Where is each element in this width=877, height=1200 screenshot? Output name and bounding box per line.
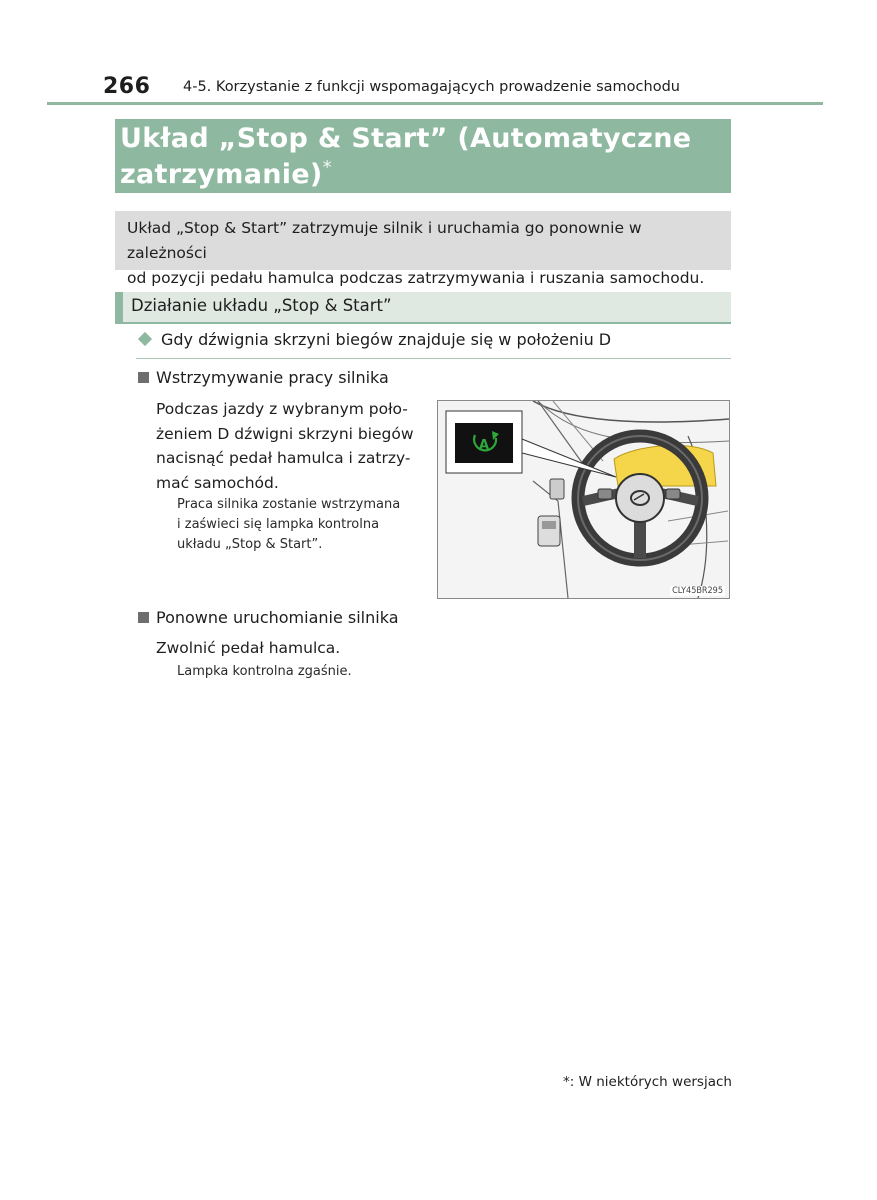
engine-restart-body: Zwolnić pedał hamulca. [156, 639, 341, 657]
steering-wheel-illustration [438, 401, 729, 598]
note-line: Praca silnika zostanie wstrzymana [177, 497, 401, 512]
footnote [563, 1074, 732, 1090]
page-number: 266 [103, 74, 151, 99]
footnote-text: : W niektórych wersjach [569, 1074, 732, 1090]
engine-stop-note [177, 495, 423, 555]
condition-heading-label: Gdy dźwignia skrzyni biegów znajduje się w położeniu D [161, 330, 612, 349]
note-line: układu „Stop & Start”. [177, 537, 323, 552]
footnote-marker: * [322, 157, 332, 178]
chapter-title: 4-5. Korzystanie z funkcji wspomagających prowadzenie samochodu [183, 79, 680, 95]
engine-stop-heading: Wstrzymywanie pracy silnika [138, 368, 389, 387]
page-title [115, 119, 731, 193]
intro-line-1: Układ „Stop & Start” zatrzymuje silnik i uruchamia go ponownie w zależności [127, 219, 642, 262]
engine-restart-heading: Ponowne uruchomianie silnika [138, 608, 399, 627]
section-heading [115, 292, 731, 324]
svg-text:A: A [478, 438, 490, 453]
section-heading-label: Działanie układu „Stop & Start” [131, 296, 392, 315]
body-line: nacisnąć pedał hamulca i zatrzy- [156, 449, 411, 467]
intro-box [115, 211, 731, 287]
body-line: żeniem D dźwigni skrzyni biegów [156, 424, 414, 443]
engine-stop-body [156, 397, 423, 495]
engine-restart-note: Lampka kontrolna zgaśnie. [177, 664, 352, 679]
condition-heading [136, 330, 731, 359]
body-line: mać samochód. [156, 473, 279, 492]
note-line: i zaświeci się lampka kontrolna [177, 517, 380, 532]
square-bullet-icon [138, 372, 149, 383]
page-title-line-1: Układ „Stop & Start” (Automatyczne [120, 123, 692, 154]
body-line: Podczas jazdy z wybranym poło- [156, 400, 408, 418]
footnote-marker: * [563, 1074, 570, 1090]
dashboard-illustration [437, 400, 730, 599]
diamond-bullet-icon [138, 332, 152, 346]
square-bullet-icon [138, 612, 149, 623]
intro-line-2: od pozycji pedału hamulca podczas zatrzymywania i ruszania samochodu. [127, 269, 705, 287]
header-divider [47, 102, 823, 105]
figure-code: CLY45BR295 [672, 586, 723, 596]
page-title-line-2: zatrzymanie)* [120, 157, 332, 190]
